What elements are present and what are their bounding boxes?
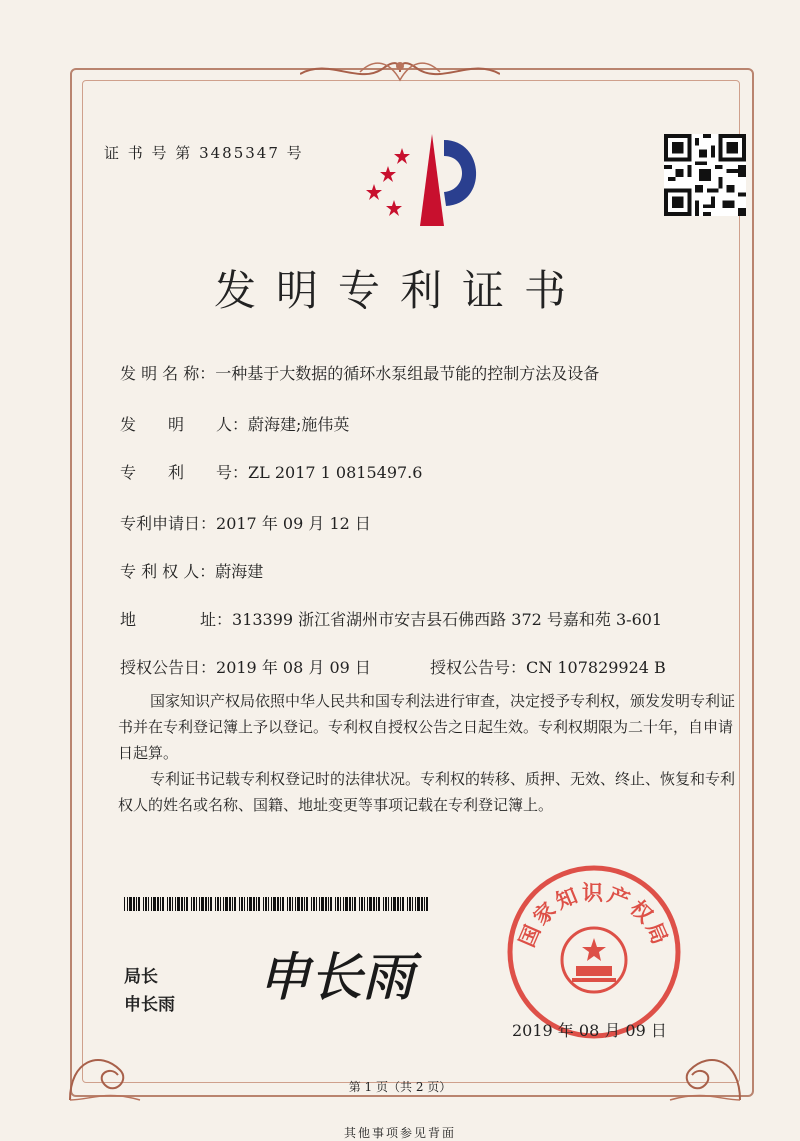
certificate-number: 证 书 号 第 3485347 号 bbox=[104, 144, 304, 162]
barcode-bar bbox=[193, 897, 195, 911]
barcode-bar bbox=[186, 897, 188, 911]
barcode-bar bbox=[153, 897, 156, 911]
barcode-bar bbox=[220, 897, 221, 911]
barcode-bar bbox=[376, 897, 377, 911]
barcode-bar bbox=[196, 897, 197, 911]
barcode-bar bbox=[208, 897, 209, 911]
barcode-bar bbox=[321, 897, 324, 911]
announce-number-value: CN 107829924 B bbox=[526, 658, 666, 677]
barcode-bar bbox=[244, 897, 245, 911]
barcode-bar bbox=[249, 897, 252, 911]
announce-date-label: 授权公告日： bbox=[120, 658, 217, 677]
barcode-bar bbox=[400, 897, 401, 911]
barcode-bar bbox=[412, 897, 413, 911]
statement-paragraph-1: 国家知识产权局依照中华人民共和国专利法进行审查，决定授予专利权，颁发发明专利证书并在专利登记簿上予以登记。专利权自授权公告之日起生效。专利权期限为二十年，自申请日起算。 bbox=[118, 692, 736, 762]
barcode-bar bbox=[337, 897, 339, 911]
barcode-bar bbox=[234, 897, 236, 911]
barcode-bar bbox=[199, 897, 200, 911]
barcode-bar bbox=[385, 897, 387, 911]
barcode-bar bbox=[304, 897, 305, 911]
invention-name-value: 一种基于大数据的循环水泵组最节能的控制方法及设备 bbox=[215, 364, 600, 383]
barcode-bar bbox=[349, 897, 351, 911]
bottom-note: 其他事项参见背面 bbox=[343, 1126, 456, 1140]
barcode-bar bbox=[210, 897, 212, 911]
barcode-bar bbox=[223, 897, 224, 911]
barcode-bar bbox=[184, 897, 185, 911]
barcode-bar bbox=[426, 897, 428, 911]
barcode-bar bbox=[359, 897, 360, 911]
barcode-bar bbox=[268, 897, 269, 911]
barcode-bar bbox=[378, 897, 380, 911]
barcode-bar bbox=[148, 897, 149, 911]
barcode-bar bbox=[169, 897, 171, 911]
invention-name-row bbox=[120, 361, 599, 384]
barcode-bar bbox=[129, 897, 132, 911]
inventor-value: 蔚海建;施伟英 bbox=[248, 415, 350, 434]
signature-handwriting: 申长雨 bbox=[258, 948, 415, 1008]
page-indicator: 第 1 页（共 2 页） bbox=[348, 1080, 452, 1094]
certificate-title: 发明专利证书 bbox=[213, 266, 586, 315]
barcode-bar bbox=[369, 897, 372, 911]
barcode-bar bbox=[263, 897, 264, 911]
barcode-bar bbox=[367, 897, 368, 911]
barcode-bar bbox=[157, 897, 159, 911]
barcode-bar bbox=[136, 897, 137, 911]
barcode-bar bbox=[124, 897, 125, 911]
barcode-bar bbox=[162, 897, 164, 911]
barcode-bar bbox=[328, 897, 329, 911]
statement-paragraph-2: 专利证书记载专利权登记时的法律状况。专利权的转移、质押、无效、终止、恢复和专利权人的姓名或名称、国籍、地址变更等事项记载在专利登记簿上。 bbox=[118, 770, 736, 814]
barcode-bar bbox=[239, 897, 240, 911]
barcode-bar bbox=[388, 897, 389, 911]
patent-number-label: 专 利 号： bbox=[120, 463, 249, 482]
barcode-bar bbox=[258, 897, 260, 911]
announce-number-label: 授权公告号： bbox=[430, 658, 527, 677]
patentee-value: 蔚海建 bbox=[215, 562, 264, 581]
announce-date-value: 2019 年 08 月 09 日 bbox=[216, 658, 371, 677]
barcode-bar bbox=[229, 897, 231, 911]
barcode-bar bbox=[145, 897, 147, 911]
barcode-bar bbox=[225, 897, 228, 911]
barcode-bar bbox=[215, 897, 216, 911]
barcode-bar bbox=[313, 897, 315, 911]
barcode-bar bbox=[325, 897, 327, 911]
barcode-bar bbox=[201, 897, 204, 911]
patent-number-row bbox=[120, 460, 422, 483]
barcode-bar bbox=[319, 897, 320, 911]
barcode-bar bbox=[265, 897, 267, 911]
barcode-bar bbox=[391, 897, 392, 911]
barcode-bar bbox=[247, 897, 248, 911]
barcode bbox=[124, 897, 432, 911]
barcode-bar bbox=[352, 897, 353, 911]
barcode-bar bbox=[253, 897, 255, 911]
filing-date-label: 专利申请日： bbox=[120, 514, 217, 533]
barcode-bar bbox=[256, 897, 257, 911]
barcode-bar bbox=[397, 897, 399, 911]
patent-office-logo bbox=[360, 126, 490, 231]
barcode-bar bbox=[417, 897, 420, 911]
barcode-bar bbox=[143, 897, 144, 911]
barcode-bar bbox=[415, 897, 416, 911]
barcode-bar bbox=[177, 897, 180, 911]
barcode-bar bbox=[287, 897, 288, 911]
barcode-bar bbox=[205, 897, 207, 911]
barcode-bar bbox=[297, 897, 300, 911]
barcode-bar bbox=[273, 897, 276, 911]
announce-number-row bbox=[430, 655, 666, 678]
barcode-bar bbox=[127, 897, 128, 911]
barcode-bar bbox=[361, 897, 363, 911]
address-label: 地 址： bbox=[120, 610, 233, 629]
inventor-label: 发 明 人： bbox=[120, 415, 249, 434]
barcode-bar bbox=[191, 897, 192, 911]
barcode-bar bbox=[217, 897, 219, 911]
barcode-bar bbox=[335, 897, 336, 911]
barcode-bar bbox=[402, 897, 404, 911]
barcode-bar bbox=[175, 897, 176, 911]
barcode-bar bbox=[345, 897, 348, 911]
barcode-bar bbox=[424, 897, 425, 911]
barcode-bar bbox=[364, 897, 365, 911]
barcode-bar bbox=[316, 897, 317, 911]
director-signature bbox=[258, 935, 438, 1015]
address-value: 313399 浙江省湖州市安吉县石佛西路 372 号嘉和苑 3-601 bbox=[232, 610, 663, 629]
filing-date-value: 2017 年 09 月 12 日 bbox=[216, 514, 371, 533]
patentee-label: 专 利 权 人： bbox=[120, 562, 216, 581]
barcode-bar bbox=[306, 897, 308, 911]
filing-date-row bbox=[120, 511, 371, 534]
barcode-bar bbox=[383, 897, 384, 911]
director-name: 申长雨 bbox=[124, 995, 175, 1015]
barcode-bar bbox=[277, 897, 279, 911]
barcode-bar bbox=[354, 897, 356, 911]
barcode-bar bbox=[409, 897, 411, 911]
barcode-bar bbox=[138, 897, 140, 911]
invention-name-label: 发 明 名 称： bbox=[120, 364, 216, 383]
barcode-bar bbox=[172, 897, 173, 911]
address-row bbox=[120, 607, 662, 630]
barcode-bar bbox=[232, 897, 233, 911]
barcode-bar bbox=[289, 897, 291, 911]
patent-number-value: ZL 2017 1 0815497.6 bbox=[248, 463, 423, 482]
barcode-bar bbox=[343, 897, 344, 911]
official-seal bbox=[504, 862, 684, 1042]
barcode-bar bbox=[280, 897, 281, 911]
director-title: 局长 bbox=[124, 967, 158, 987]
barcode-bar bbox=[295, 897, 296, 911]
top-ornament bbox=[300, 52, 500, 92]
barcode-bar bbox=[421, 897, 423, 911]
barcode-bar bbox=[181, 897, 183, 911]
barcode-bar bbox=[393, 897, 396, 911]
barcode-bar bbox=[292, 897, 293, 911]
barcode-bar bbox=[282, 897, 284, 911]
barcode-bar bbox=[373, 897, 375, 911]
barcode-bar bbox=[340, 897, 341, 911]
corner-ornament-bl bbox=[60, 1020, 150, 1110]
barcode-bar bbox=[241, 897, 243, 911]
patentee-row bbox=[120, 559, 263, 582]
seal-date: 2019 年 08 月 09 日 bbox=[512, 1021, 667, 1040]
barcode-bar bbox=[133, 897, 135, 911]
qr-code bbox=[664, 134, 746, 216]
barcode-bar bbox=[151, 897, 152, 911]
barcode-bar bbox=[271, 897, 272, 911]
inventor-row bbox=[120, 412, 349, 435]
barcode-bar bbox=[160, 897, 161, 911]
barcode-bar bbox=[330, 897, 332, 911]
barcode-bar bbox=[301, 897, 303, 911]
national-emblem-icon bbox=[562, 928, 626, 992]
announce-date-row bbox=[120, 655, 371, 678]
seal-text: 国家知识产权局 bbox=[514, 881, 674, 951]
barcode-bar bbox=[311, 897, 312, 911]
barcode-bar bbox=[167, 897, 168, 911]
barcode-bar bbox=[407, 897, 408, 911]
